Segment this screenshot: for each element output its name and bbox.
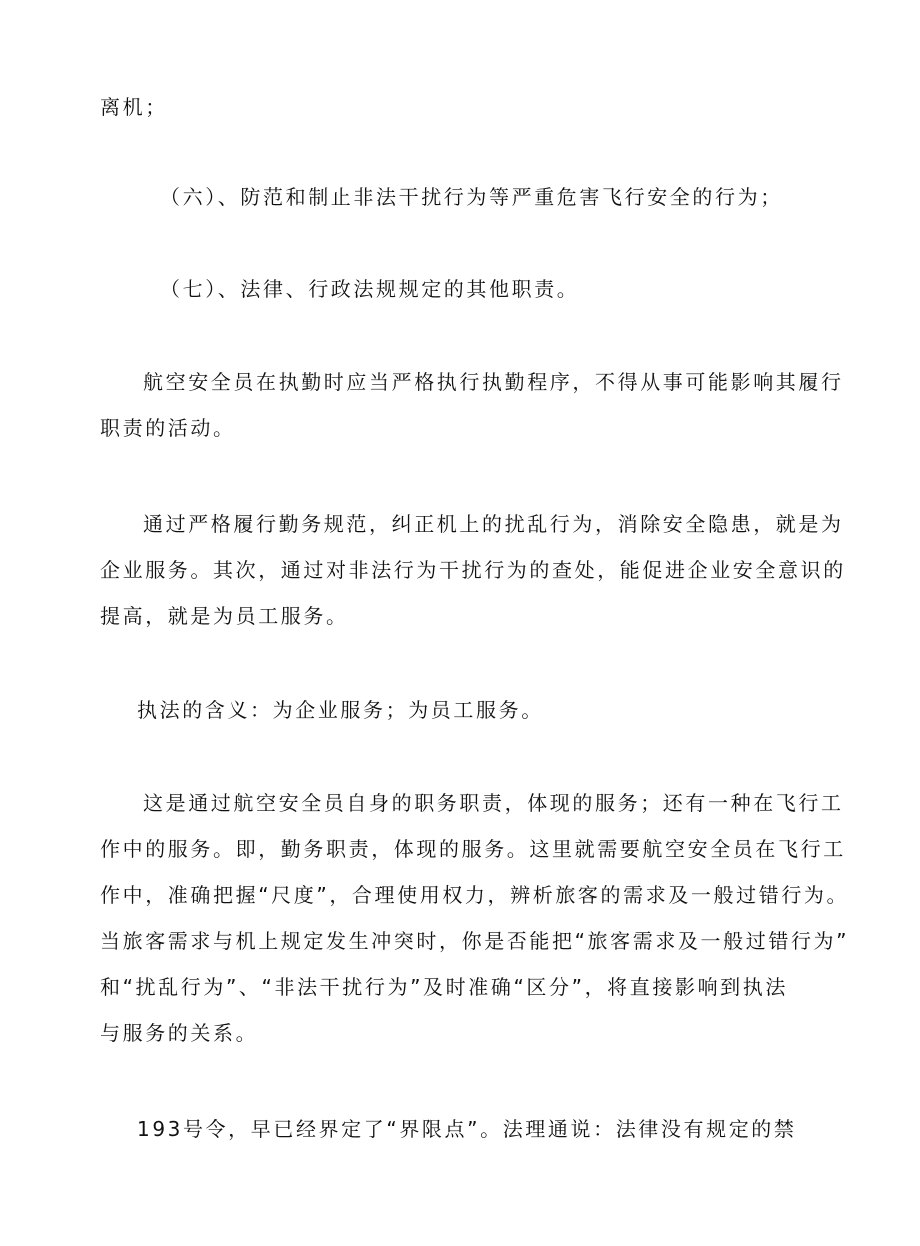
text-line-8: 提高，就是为员工服务。 [100, 604, 349, 628]
text-line-16: 193号令，早已经界定了“界限点”。法理通说：法律没有规定的禁 [137, 1117, 797, 1141]
text-line-10: 这是通过航空安全员自身的职务职责，体现的服务；还有一种在飞行工 [143, 791, 844, 815]
text-line-1: 离机； [100, 95, 168, 119]
text-line-4: 航空安全员在执勤时应当严格执行执勤程序，不得从事可能影响其履行 [143, 370, 844, 394]
text-line-14: 和“扰乱行为”、“非法干扰行为”及时准确“区分”，将直接影响到执法 [100, 975, 788, 999]
text-line-5: 职责的活动。 [100, 416, 236, 440]
text-line-3: （七）、法律、行政法规规定的其他职责。 [160, 277, 580, 301]
text-line-15: 与服务的关系。 [100, 1021, 259, 1045]
text-line-2: （六）、防范和制止非法干扰行为等严重危害飞行安全的行为； [160, 185, 783, 209]
text-line-6: 通过严格履行勤务规范，纠正机上的扰乱行为，消除安全隐患，就是为 [143, 512, 844, 536]
text-line-12: 作中，准确把握“尺度”，合理使用权力，辨析旅客的需求及一般过错行为。 [100, 883, 850, 907]
text-line-7: 企业服务。其次，通过对非法行为干扰行为的查处，能促进企业安全意识的 [100, 558, 846, 582]
text-line-11: 作中的服务。即，勤务职责，体现的服务。这里就需要航空安全员在飞行工 [100, 837, 846, 861]
text-line-9: 执法的含义：为企业服务；为员工服务。 [137, 698, 544, 722]
text-line-13: 当旅客需求与机上规定发生冲突时，你是否能把“旅客需求及一般过错行为” [100, 929, 850, 953]
